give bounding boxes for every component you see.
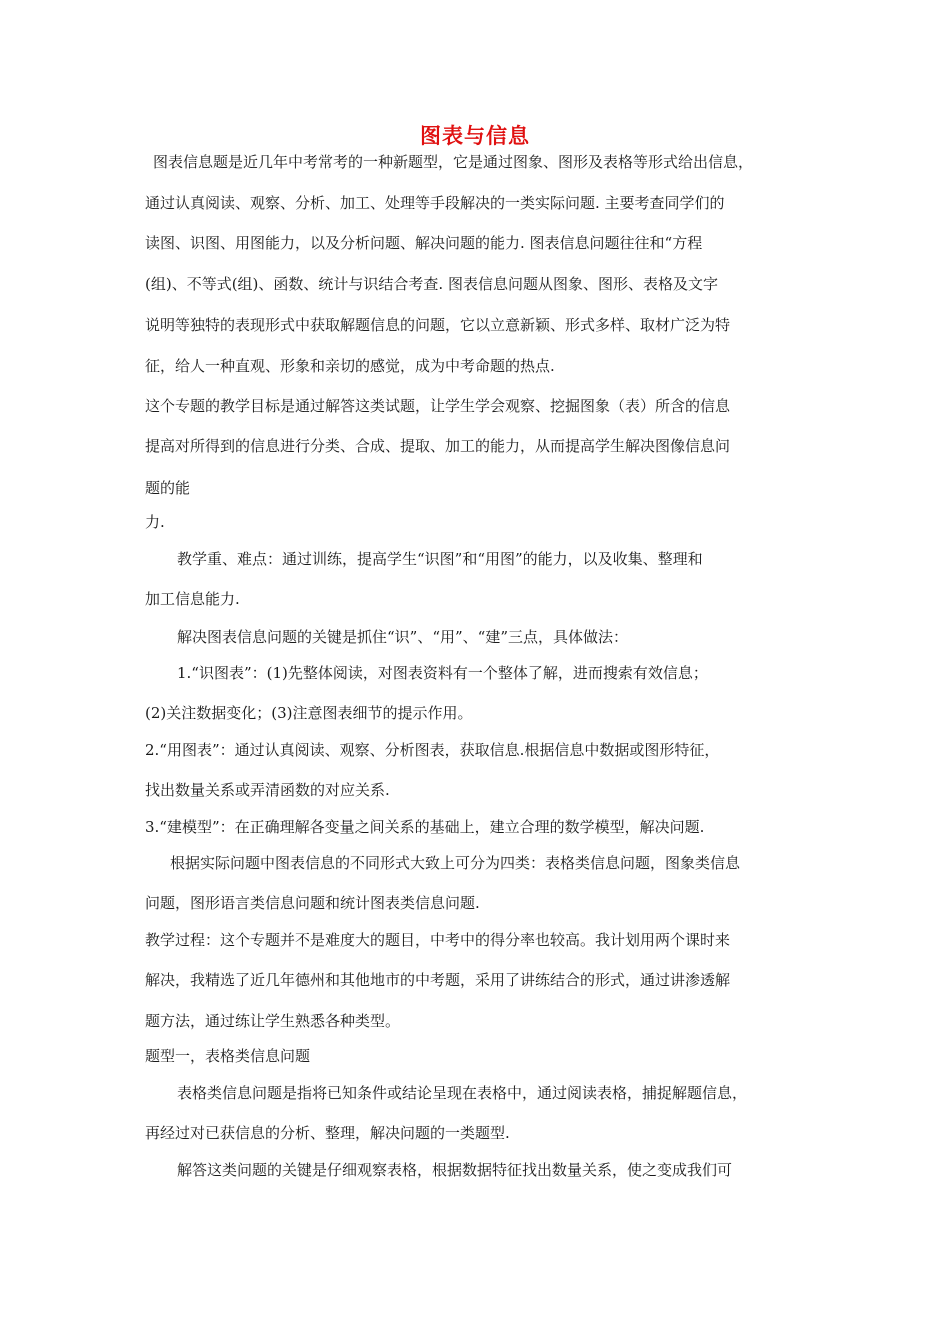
text-line: (组)、不等式(组)、函数、统计与识结合考查. 图表信息问题从图象、图形、表格及文字 <box>145 275 718 293</box>
text-line: 再经过对已获信息的分析、整理，解决问题的一类题型. <box>145 1124 510 1142</box>
text-line: 读图、识图、用图能力，以及分析问题、解决问题的能力. 图表信息问题往往和“方程 <box>145 234 703 252</box>
text-line: 说明等独特的表现形式中获取解题信息的问题，它以立意新颖、形式多样、取材广泛为特 <box>145 316 731 334</box>
text-line: 解答这类问题的关键是仔细观察表格，根据数据特征找出数量关系，使之变成我们可 <box>177 1161 733 1179</box>
text-line: 解决图表信息问题的关键是抓住“识”、“用”、“建”三点，具体做法： <box>177 628 629 646</box>
text-line: 1.“识图表”：(1)先整体阅读，对图表资料有一个整体了解，进而搜索有效信息； <box>177 664 708 682</box>
text-line: 力. <box>145 513 165 531</box>
text-line: 教学重、难点：通过训练，提高学生“识图”和“用图”的能力，以及收集、整理和 <box>177 550 703 568</box>
text-line: 征，给人一种直观、形象和亲切的感觉，成为中考命题的热点. <box>145 357 555 375</box>
text-line: 图表信息题是近几年中考常考的一种新题型，它是通过图象、图形及表格等形式给出信息， <box>153 153 754 171</box>
page-title: 图表与信息 <box>420 124 530 148</box>
text-line: 题方法，通过练让学生熟悉各种类型。 <box>145 1012 401 1030</box>
text-line: 解决，我精选了近几年德州和其他地市的中考题，采用了讲练结合的形式，通过讲渗透解 <box>145 971 731 989</box>
text-line: 这个专题的教学目标是通过解答这类试题，让学生学会观察、挖掘图象（表）所含的信息 <box>145 397 731 415</box>
text-line: 表格类信息问题是指将已知条件或结论呈现在表格中，通过阅读表格，捕捉解题信息， <box>177 1084 748 1102</box>
text-line: 3.“建模型”：在正确理解各变量之间关系的基础上，建立合理的数学模型，解决问题. <box>145 818 705 836</box>
text-line: 问题，图形语言类信息问题和统计图表类信息问题. <box>145 894 480 912</box>
text-line: 题的能 <box>145 479 191 497</box>
text-line: (2)关注数据变化；(3)注意图表细节的提示作用。 <box>145 704 473 722</box>
text-line: 2.“用图表”：通过认真阅读、观察、分析图表，获取信息.根据信息中数据或图形特征， <box>145 741 720 759</box>
text-line: 根据实际问题中图表信息的不同形式大致上可分为四类：表格类信息问题，图象类信息 <box>170 854 741 872</box>
text-line: 加工信息能力. <box>145 590 240 608</box>
text-line: 教学过程：这个专题并不是难度大的题目，中考中的得分率也较高。我计划用两个课时来 <box>145 931 731 949</box>
section-heading: 题型一，表格类信息问题 <box>145 1047 311 1065</box>
text-line: 通过认真阅读、观察、分析、加工、处理等手段解决的一类实际问题. 主要考查同学们的 <box>145 194 725 212</box>
text-line: 找出数量关系或弄清函数的对应关系. <box>145 781 390 799</box>
text-line: 提高对所得到的信息进行分类、合成、提取、加工的能力，从而提高学生解决图像信息问 <box>145 437 731 455</box>
